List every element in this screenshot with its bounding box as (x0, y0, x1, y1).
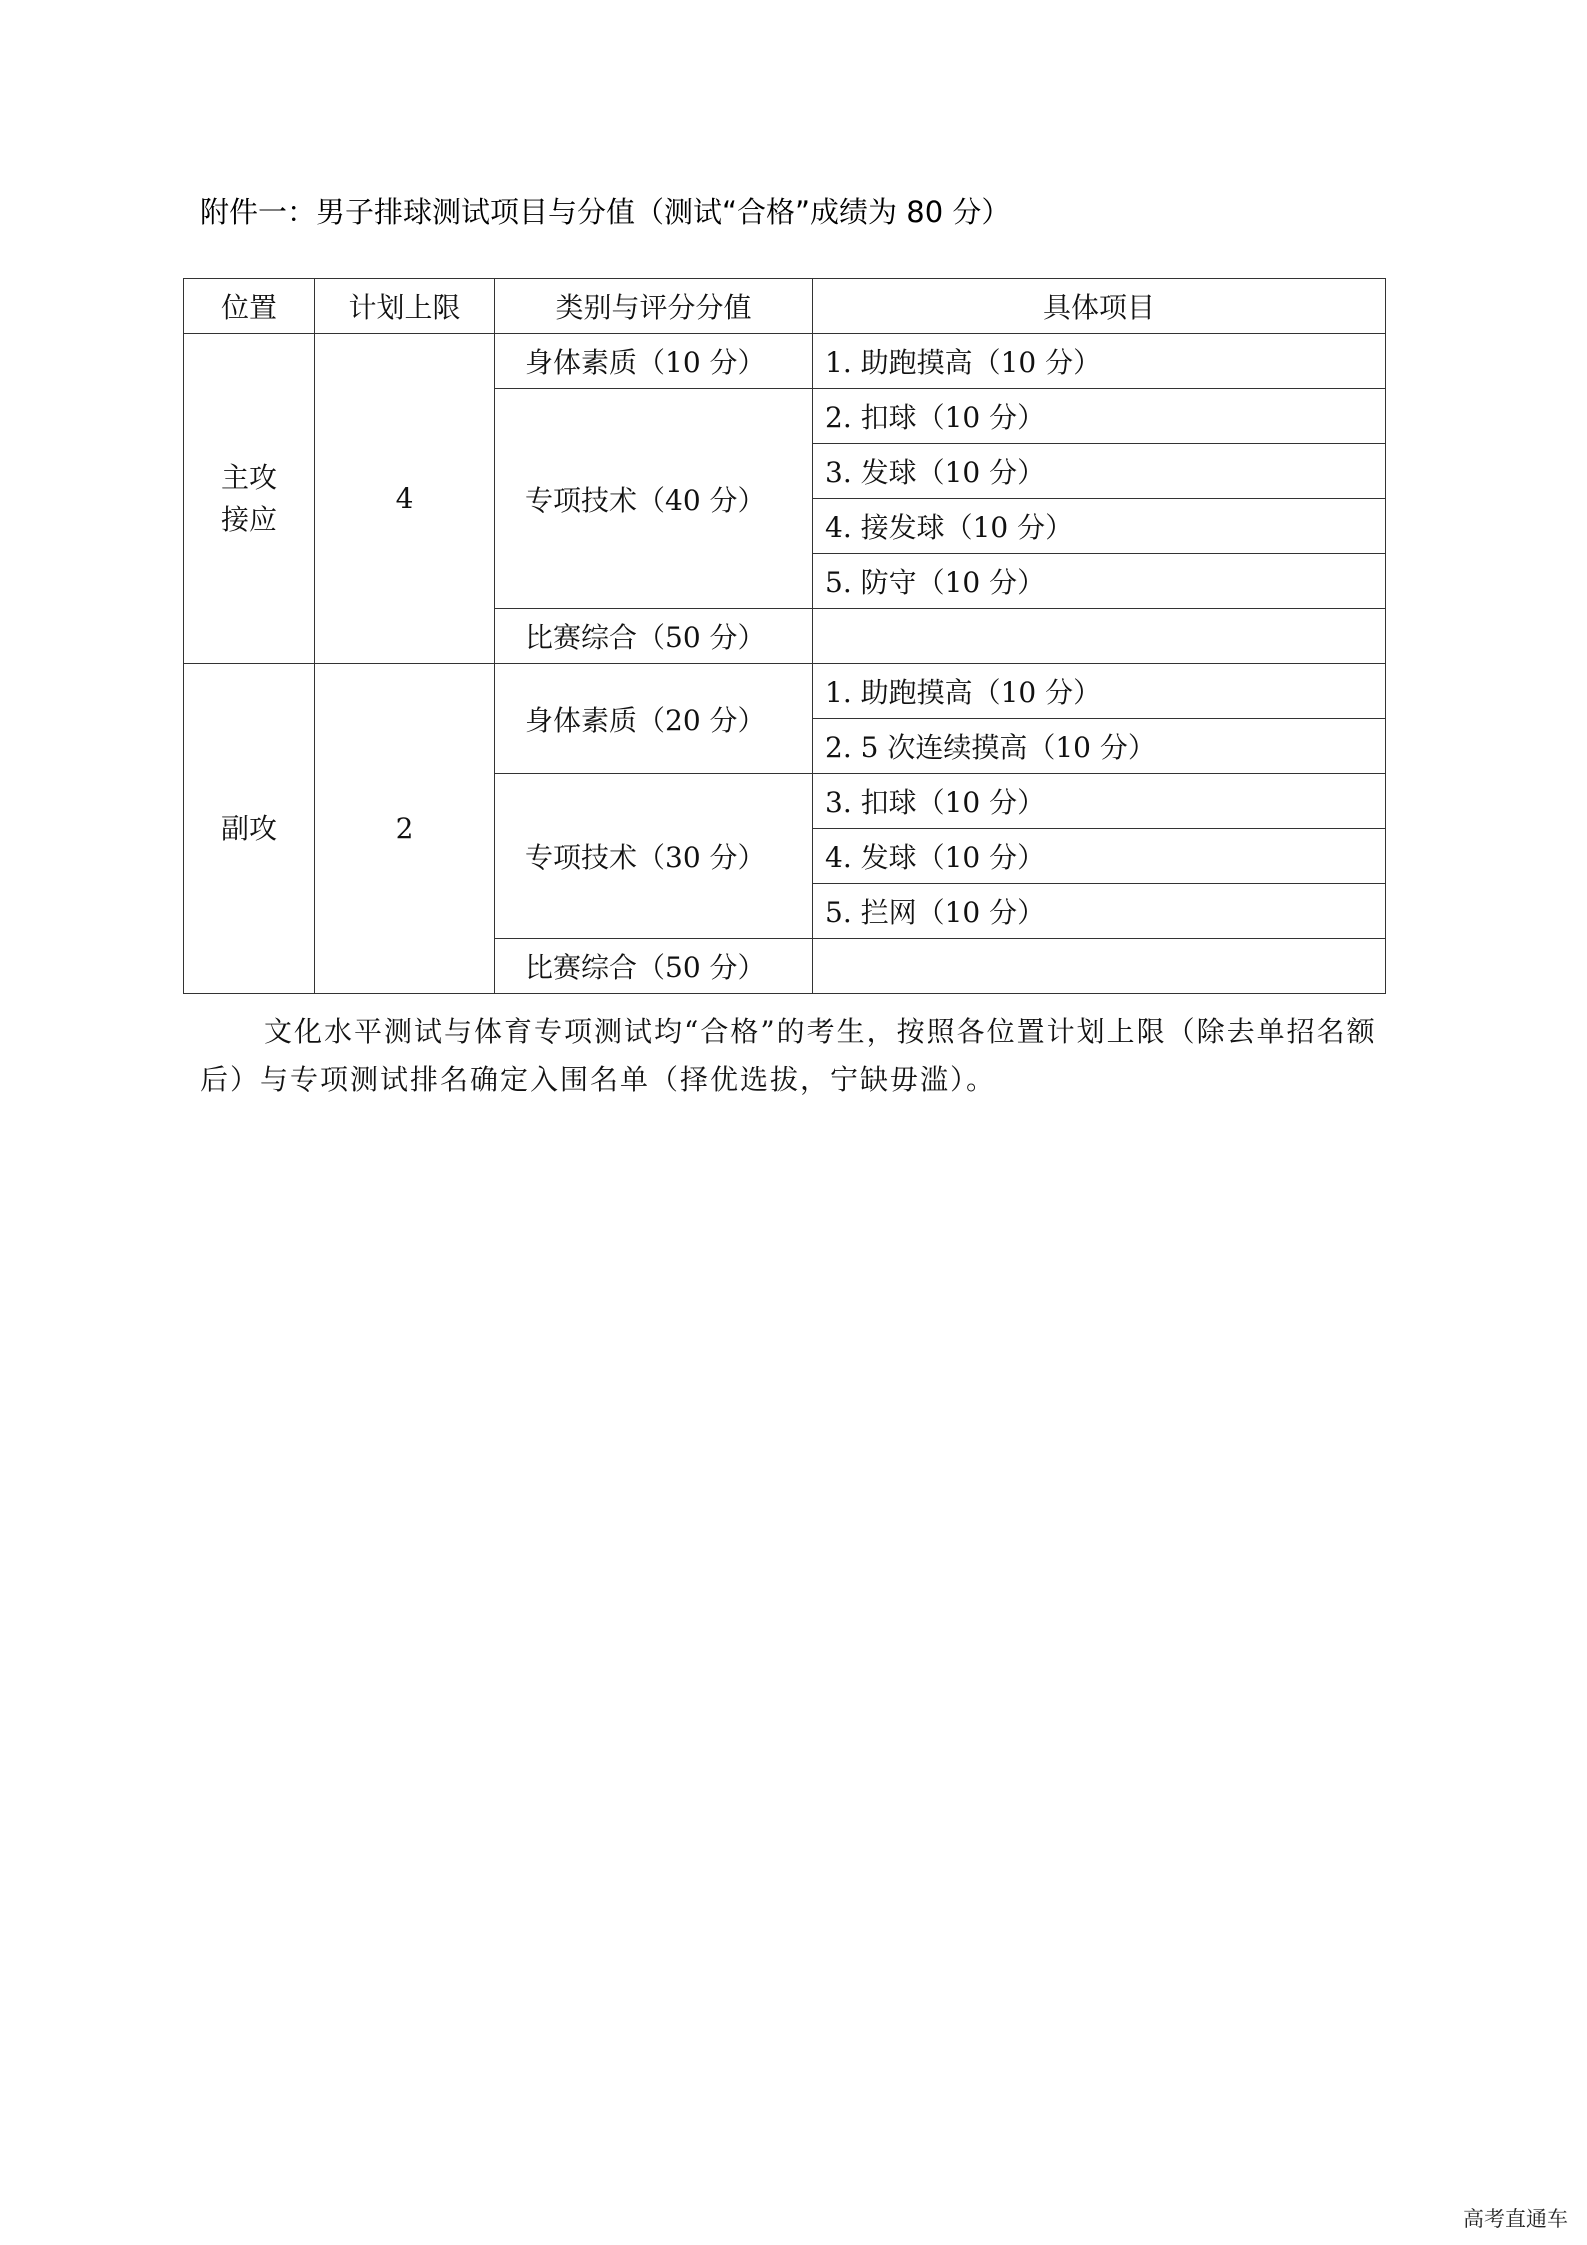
item-cell (813, 939, 1386, 994)
item-cell (813, 609, 1386, 664)
position-cell (184, 664, 315, 994)
table-row (184, 334, 1386, 389)
category-cell: 身体素质（10 分） (495, 334, 813, 389)
position-cell (184, 334, 315, 664)
note-paragraph: 文化水平测试与体育专项测试均“合格”的考生，按照各位置计划上限（除去单招名额后）与专项测试排名确定入围名单（择优选拔，宁缺毋滥）。 (200, 1015, 1377, 1096)
header-plan: 计划上限 (315, 279, 495, 334)
category-cell: 比赛综合（50 分） (495, 609, 813, 664)
item-cell: 5. 拦网（10 分） (813, 884, 1386, 939)
header-position: 位置 (184, 279, 315, 334)
plan-cell: 2 (315, 664, 495, 994)
item-cell: 4. 发球（10 分） (813, 829, 1386, 884)
category-cell: 专项技术（30 分） (495, 774, 813, 939)
item-cell: 1. 助跑摸高（10 分） (813, 334, 1386, 389)
position-label: 副攻 (220, 811, 277, 845)
table-row (184, 664, 1386, 719)
watermark-text: 高考直通车 (1463, 2207, 1568, 2231)
header-item: 具体项目 (813, 279, 1386, 334)
category-cell: 专项技术（40 分） (495, 389, 813, 609)
category-cell: 比赛综合（50 分） (495, 939, 813, 994)
item-cell: 5. 防守（10 分） (813, 554, 1386, 609)
plan-cell: 4 (315, 334, 495, 664)
page-title: 附件一：男子排球测试项目与分值（测试“合格”成绩为 80 分） (200, 195, 1011, 229)
position-label: 主攻 接应 (220, 460, 277, 536)
header-category: 类别与评分分值 (495, 279, 813, 334)
item-cell: 2. 5 次连续摸高（10 分） (813, 719, 1386, 774)
item-cell: 3. 发球（10 分） (813, 444, 1386, 499)
table-header-row (184, 279, 1386, 334)
score-table (183, 278, 1386, 994)
category-cell: 身体素质（20 分） (495, 664, 813, 774)
item-cell: 3. 扣球（10 分） (813, 774, 1386, 829)
item-cell: 2. 扣球（10 分） (813, 389, 1386, 444)
item-cell: 1. 助跑摸高（10 分） (813, 664, 1386, 719)
item-cell: 4. 接发球（10 分） (813, 499, 1386, 554)
